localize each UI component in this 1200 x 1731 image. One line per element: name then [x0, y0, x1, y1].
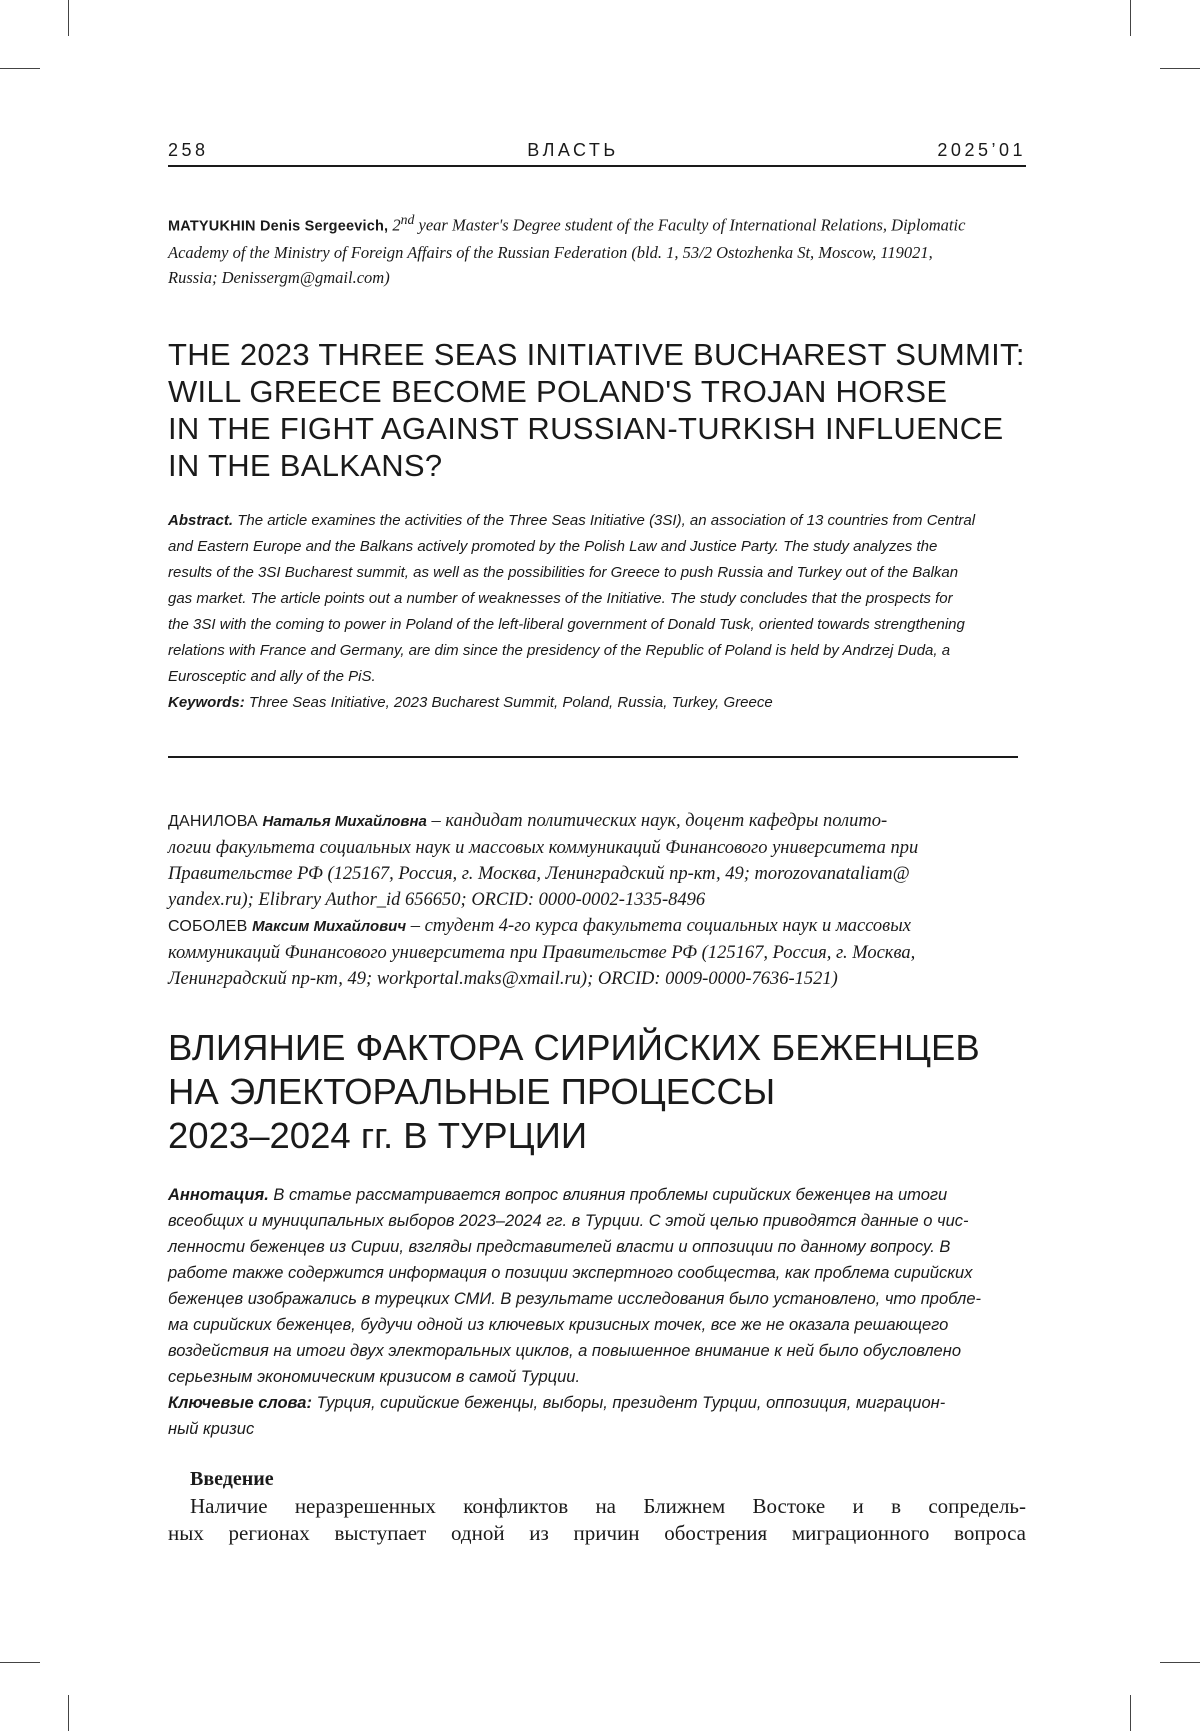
section-divider [168, 756, 1018, 758]
abstract-label: Abstract. [168, 512, 233, 529]
crop-mark [1130, 1695, 1131, 1731]
author2-name: Максим Михайлович [252, 918, 406, 935]
keywords-label: Keywords: [168, 694, 245, 711]
crop-mark [68, 1695, 69, 1731]
running-header [168, 140, 1026, 167]
author-info-en: MATYUKHIN Denis Sergeevich, 2nd year Master's Degree student of the Faculty of International Relations, Diplomatic Academy of the Ministry of Foreign Affairs of the Russian Federation (bld. 1, 53/2 Ostozhenka St, Moscow, 119021, Russia; Denissergm@gmail.com) [168, 207, 1026, 290]
section-heading: Введение [190, 1468, 1026, 1491]
journal-name: ВЛАСТЬ [527, 140, 618, 161]
article-title-ru: ВЛИЯНИЕ ФАКТОРА СИРИЙСКИХ БЕЖЕНЦЕВ НА ЭЛЕКТОРАЛЬНЫЕ ПРОЦЕССЫ 2023–2024 гг. В ТУРЦИИ [168, 1026, 1026, 1158]
abstract-label-ru: Аннотация. [168, 1186, 269, 1204]
crop-mark [0, 68, 40, 69]
author2-surname: СОБОЛЕВ [168, 918, 247, 935]
crop-mark [1160, 1662, 1200, 1663]
abstract-en: Abstract. The article examines the activities of the Three Seas Initiative (3SI), an association of 13 countries from Central and Eastern Europe and the Balkans actively promoted by the Polish Law and Justice Party. The study analyzes the results of the 3SI Bucharest summit, as well as the possibilities for Greece to push Russia and Turkey out of the Balkan gas market. The article points out a number of weaknesses of the Initiative. The study concludes that the prospects for the 3SI with the coming to power in Poland of the left-liberal government of Donald Tusk, oriented towards strengthening relations with France and Germany, are dim since the presidency of the Republic of Poland is held by Andrzej Duda, a Eurosceptic and ally of the PiS. Keywords: Three Seas Initiative, 2023 Bucharest Summit, Poland, Russia, Turkey, Greece [168, 508, 1026, 716]
keywords-ru: Ключевые слова: Турция, сирийские беженцы, выборы, президент Турции, оппозиция, миграцион- [168, 1390, 1026, 1416]
page [168, 140, 1026, 1547]
author1-name: Наталья Михайловна [263, 813, 427, 830]
author-name: MATYUKHIN Denis Sergeevich, [168, 219, 388, 235]
crop-mark [0, 1662, 40, 1663]
article-title-en: THE 2023 THREE SEAS INITIATIVE BUCHAREST SUMMIT: WILL GREECE BECOME POLAND'S TROJAN HORSE IN THE FIGHT AGAINST RUSSIAN-TURKISH INFLUENCE IN THE BALKANS? [168, 336, 1026, 484]
crop-mark [1130, 0, 1131, 36]
author1-surname: ДАНИЛОВА [168, 813, 258, 830]
author-info-ru: ДАНИЛОВА Наталья Михайловна – кандидат политических наук, доцент кафедры полито- логии факультета социальных наук и массовых коммуникаций Финансового университета при Правительстве РФ (125167, Россия, г. Москва, Ленинградский пр-кт, 49; morozovanataliam@ yandex.ru); Elibrary Author_id 656650; ORCID: 0000-0002-1335-8496 СОБОЛЕВ Максим Михайлович – студент 4-го курса факультета социальных наук и массовых коммуникаций Финансового университета при Правительстве РФ (125167, Россия, г. Москва, Ленинградский пр-кт, 49; workportal.maks@xmail.ru); ORCID: 0009-0000-7636-1521) [168, 808, 1026, 992]
keywords-label-ru: Ключевые слова: [168, 1394, 312, 1412]
crop-mark [1160, 68, 1200, 69]
abstract-ru: Аннотация. В статье рассматривается вопрос влияния проблемы сирийских беженцев на итоги всеобщих и муниципальных выборов 2023–2024 гг. в Турции. С этой целью приводятся данные о чис- ленности беженцев из Сирии, взгляды представителей власти и оппозиции по данному вопросу. В работе также содержится информация о позиции экспертного сообщества, как проблема сирийских беженцев изображались в турецких СМИ. В результате исследования было установлено, что пробле- ма сирийских беженцев, будучи одной из ключевых кризисных точек, все же не оказала решающего воздействия на итоги двух электоральных циклов, а повышенное внимание к ней было обусловлено серьезным экономическим кризисом в самой Турции. Ключевые слова: Турция, сирийские беженцы, выборы, президент Турции, оппозиция, миграцион- ный кризис [168, 1182, 1026, 1442]
crop-mark [68, 0, 69, 36]
body-paragraph: Наличие неразрешенных конфликтов на Ближнем Востоке и в сопредель- ных регионах выступает одной из причин обострения миграционного вопроса [168, 1493, 1026, 1547]
page-number: 258 [168, 140, 209, 161]
keywords-en: Keywords: Three Seas Initiative, 2023 Bucharest Summit, Poland, Russia, Turkey, Greece [168, 690, 1026, 716]
issue-number: 2025’01 [937, 140, 1026, 161]
